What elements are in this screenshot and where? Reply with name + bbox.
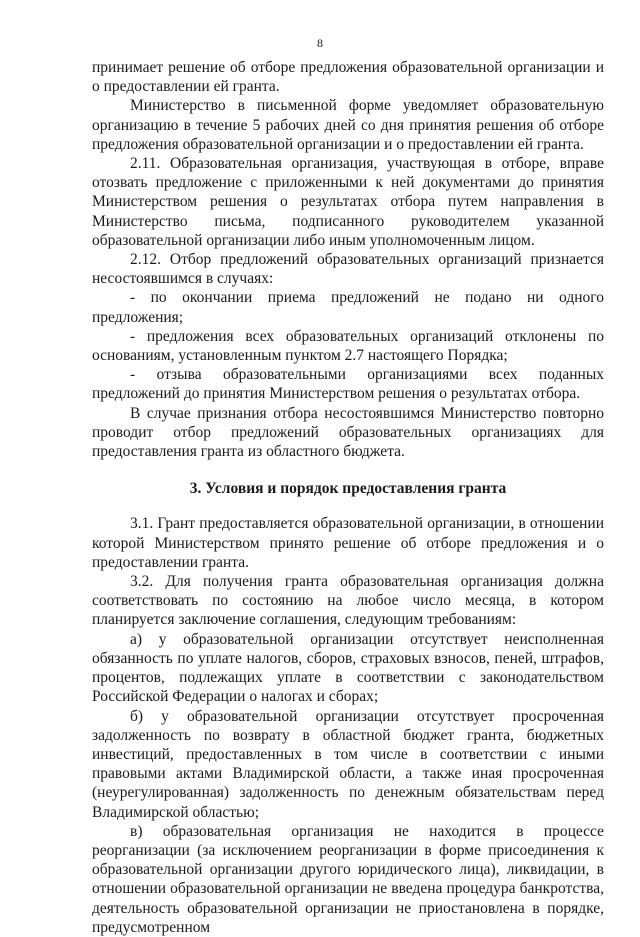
requirement-v: в) образовательная организация не находится в процессе реорганизации (за исключением реорганизации в форме присоединения к образовательной организации другого юридического лица), ликвидации, в отношении образовательной организации не введена процедура банкротства, деятельность образовательной организации не приостановлена в порядке, предусмотренном	[92, 822, 604, 936]
paragraph-2-11: 2.11. Образовательная организация, участвующая в отборе, вправе отозвать предложение с приложенными к ней документами до принятия Министерством решения о результатах отбора путем направления в Министерство письма, подписанного руководителем указанной образовательной организации либо иным уполномоченным лицом.	[92, 155, 604, 249]
paragraph-notification: Министерство в письменной форме уведомляет образовательную организацию в течение 5 рабочих дней со дня принятия решения об отборе предложения образовательной организации и о предоставлении ей гранта.	[92, 97, 604, 153]
page-number: 8	[317, 36, 323, 50]
list-item-all-withdrawn: - отзыва образовательными организациями всех поданных предложений до принятия Министерством решения о результатах отбора.	[92, 366, 604, 403]
paragraph-3-2: 3.2. Для получения гранта образовательная организация должна соответствовать по состоянию на любое число месяца, в котором планируется заключение соглашения, следующим требованиям:	[92, 573, 604, 629]
paragraph-continuation: принимает решение об отборе предложения образовательной организации и о предоставлении ей гранта.	[92, 59, 604, 96]
list-item-all-rejected: - предложения всех образовательных организаций отклонены по основаниям, установленным пунктом 2.7 настоящего Порядка;	[92, 327, 604, 365]
document-body	[92, 58, 604, 937]
requirement-a: а) у образовательной организации отсутствует неисполненная обязанность по уплате налогов, сборов, страховых взносов, пеней, штрафов, процентов, подлежащих уплате в соответствии с законодательством Российской Федерации о налогах и сборах;	[92, 630, 604, 706]
list-item-no-proposals: - по окончании приема предложений не подано ни одного предложения;	[92, 289, 604, 326]
section-heading: 3. Условия и порядок предоставления гранта	[189, 480, 507, 498]
paragraph-repeat-selection: В случае признания отбора несостоявшимся Министерство повторно проводит отбор предложений образовательных организациях для предоставления гранта из областного бюджета.	[92, 404, 604, 461]
requirement-b: б) у образовательной организации отсутствует просроченная задолженность по возврату в областной бюджет гранта, бюджетных инвестиций, предоставленных в том числе в соответствии с иными правовыми актами Владимирской области, а также иная просроченная (неурегулированная) задолженность по денежным обязательствам перед Владимирской областью;	[92, 707, 604, 821]
paragraph-2-12: 2.12. Отбор предложений образовательных организаций признается несостоявшимся в случаях:	[92, 251, 604, 288]
paragraph-3-1: 3.1. Грант предоставляется образовательной организации, в отношении которой Министерством принято решение об отборе предложения и о предоставлении гранта.	[92, 515, 604, 571]
